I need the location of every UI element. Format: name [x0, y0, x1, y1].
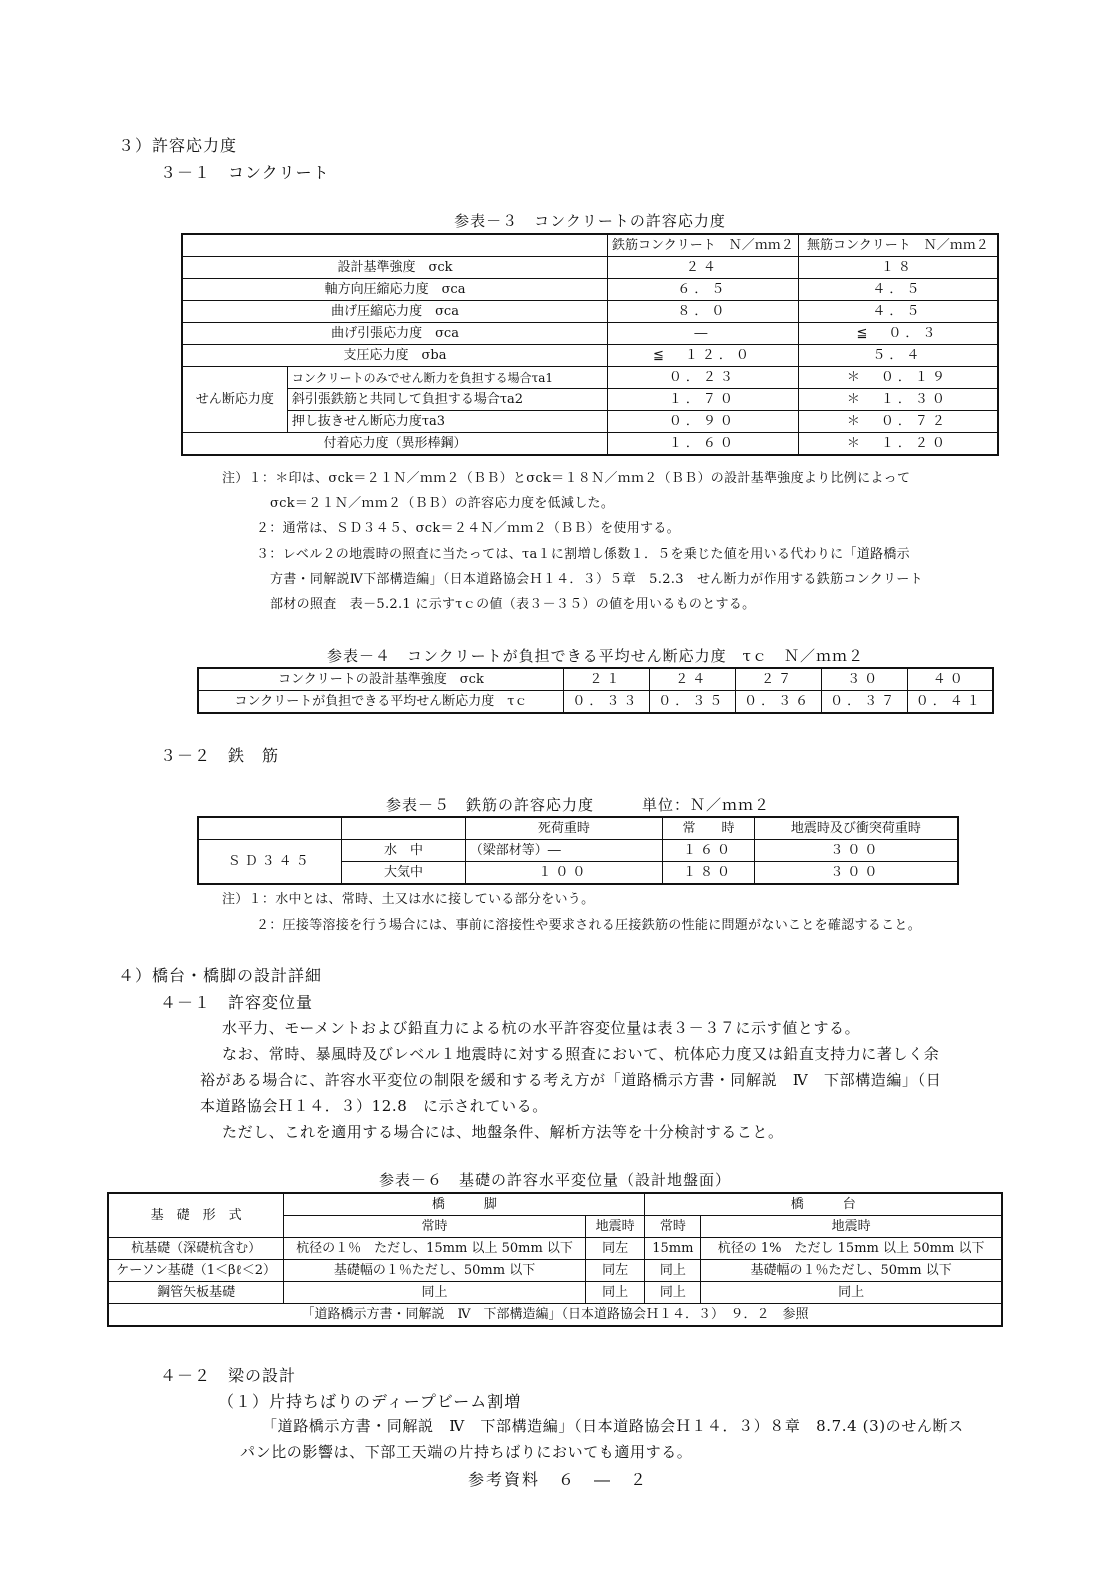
table-header: 常時: [645, 1216, 701, 1238]
cell-value: 杭径の１％ ただし、15mm 以上 50mm 以下: [284, 1238, 586, 1260]
cell-value: １８０: [663, 862, 755, 885]
section-title-4: ４）橋台・橋脚の設計詳細: [118, 966, 323, 985]
subsection-title-4-1: ４－１ 許容変位量: [160, 993, 314, 1012]
row-label: 支圧応力度 σba: [182, 345, 608, 367]
table-row: [182, 323, 998, 345]
note-line: 方書・同解説Ⅳ下部構造編」（日本道路協会Ｈ１４．３）５章 5.2.3 せん断力が作用する鉄筋コンクリート: [270, 572, 923, 587]
table-row: [182, 301, 998, 323]
table5-rebar-allowable-stress: [197, 816, 959, 885]
cell-value: 基礎幅の１％ただし、50mm 以下: [701, 1260, 1002, 1282]
table5-caption: 参表－５ 鉄筋の許容応力度 単位：Ｎ／ｍｍ２: [385, 796, 770, 814]
cell-value: ６．５: [608, 279, 799, 301]
cell-value: ２７: [735, 668, 821, 691]
cell-value: ４．５: [798, 279, 998, 301]
table3-caption: 参表－３ コンクリートの許容応力度: [454, 212, 726, 230]
cell-value: １．６０: [608, 433, 799, 456]
row-label: 曲げ圧縮応力度 σca: [182, 301, 608, 323]
cell-value: １８: [798, 257, 998, 279]
cell-value: ４．５: [798, 301, 998, 323]
paragraph-line: ただし、これを適用する場合には、地盤条件、解析方法等を十分検討すること。: [222, 1123, 784, 1141]
table-header: 鉄筋コンクリート Ｎ／ｍｍ２: [608, 234, 799, 257]
cell-value: １６０: [663, 840, 755, 862]
row-label: 鋼管矢板基礎: [108, 1282, 284, 1304]
cell-value: ８．０: [608, 301, 799, 323]
subsubsection-title: （１）片持ちばりのディープビーム割増: [218, 1392, 522, 1411]
table-row: [108, 1282, 1002, 1304]
note-line: 注）１：＊印は、σck＝２１Ｎ／ｍｍ２（ＢＢ）とσck＝１８Ｎ／ｍｍ２（ＢＢ）の設計基準強度より比例によって: [222, 471, 911, 486]
note-line: ３：レベル２の地震時の照査に当たっては、τa１に割増し係数１．５を乗じた値を用いる代わりに「道路橋示: [256, 547, 910, 562]
row-label: 杭基礎（深礎杭含む）: [108, 1238, 284, 1260]
material-label: ＳＤ３４５: [198, 840, 342, 885]
cell-value: ５．４: [798, 345, 998, 367]
cell-value: 同左: [585, 1260, 645, 1282]
table-row: [182, 389, 998, 411]
paragraph-line: パン比の影響は、下部工天端の片持ちばりにおいても適用する。: [240, 1443, 693, 1461]
cell-value: ＊ ０．１９: [798, 367, 998, 389]
table-row: [108, 1260, 1002, 1282]
cell-value: ３０: [821, 668, 907, 691]
cell-value: ２１: [563, 668, 649, 691]
row-label: コンクリートの設計基準強度 σck: [198, 668, 563, 691]
row-label: 軸方向圧縮応力度 σca: [182, 279, 608, 301]
cell-value: ２４: [608, 257, 799, 279]
cell-value: １００: [465, 862, 662, 885]
row-label: 水 中: [342, 840, 466, 862]
row-label: 設計基準強度 σck: [182, 257, 608, 279]
paragraph-line: なお、常時、暴風時及びレベル１地震時に対する照査において、杭体応力度又は鉛直支持力に著しく余: [222, 1045, 940, 1063]
cell-value: 同上: [645, 1260, 701, 1282]
table-row: [182, 433, 998, 456]
table-header: 基 礎 形 式: [108, 1193, 284, 1238]
cell-value: ≦ ０．３: [798, 323, 998, 345]
cell-value: 15mm: [645, 1238, 701, 1260]
subsection-title-3-1: ３－１ コンクリート: [160, 163, 330, 182]
table-header: 死荷重時: [465, 817, 662, 840]
row-label: コンクリートが負担できる平均せん断応力度 τｃ: [198, 691, 563, 714]
cell-value: 基礎幅の１％ただし、50mm 以下: [284, 1260, 586, 1282]
table-header: 常 時: [663, 817, 755, 840]
table-row: [182, 345, 998, 367]
table-header: 地震時: [585, 1216, 645, 1238]
table6-foundation-horizontal-displacement: [107, 1192, 1003, 1327]
row-label: 押し抜きせん断応力度τa3: [287, 411, 607, 433]
paragraph-line: 本道路協会Ｈ１４．３）12.8 に示されている。: [200, 1097, 548, 1115]
group-label: せん断応力度: [182, 367, 287, 433]
table3-concrete-allowable-stress: [181, 233, 999, 456]
cell-value: ＊ ０．７２: [798, 411, 998, 433]
paragraph-line: 水平力、モーメントおよび鉛直力による杭の水平許容変位量は表３－３７に示す値とする。: [222, 1019, 861, 1037]
row-label: ケーソン基礎（1＜βℓ＜2）: [108, 1260, 284, 1282]
table-row: [182, 279, 998, 301]
note-line: 注）１：水中とは、常時、土又は水に接している部分をいう。: [222, 892, 595, 907]
cell-value: 同上: [645, 1282, 701, 1304]
subsection-title-3-2: ３－２ 鉄 筋: [160, 746, 280, 765]
note-line: ２：圧接等溶接を行う場合には、事前に溶接性や要求される圧接鉄筋の性能に問題がないことを確認すること。: [256, 918, 922, 933]
row-label: 曲げ引張応力度 σca: [182, 323, 608, 345]
cell-value: （梁部材等）―: [465, 840, 662, 862]
table-row: [182, 257, 998, 279]
table4-caption: 参表－４ コンクリートが負担できる平均せん断応力度 τｃ Ｎ／ｍｍ２: [326, 647, 864, 665]
note-line: 部材の照査 表－5.2.1 に示すτｃの値（表３－３５）の値を用いるものとする。: [270, 597, 756, 612]
section-title-3: ３）許容応力度: [118, 136, 238, 155]
row-label: 付着応力度（異形棒鋼）: [182, 433, 608, 456]
cell-value: ０．９０: [608, 411, 799, 433]
paragraph-line: 「道路橋示方書・同解説 Ⅳ 下部構造編」（日本道路協会Ｈ１４．３）８章 8.7.4 (3)のせん断ス: [262, 1417, 964, 1435]
cell-value: ０．３７: [821, 691, 907, 714]
table-header: 地震時: [701, 1216, 1002, 1238]
table4-average-shear-stress: [197, 667, 994, 714]
cell-value: ２４: [649, 668, 735, 691]
cell-value: ≦ １２．０: [608, 345, 799, 367]
row-label: 斜引張鉄筋と共同して負担する場合τa2: [287, 389, 607, 411]
table-row: [182, 367, 998, 389]
table-header: 無筋コンクリート Ｎ／ｍｍ２: [798, 234, 998, 257]
table-row: [198, 817, 958, 840]
table-header: 地震時及び衝突荷重時: [754, 817, 958, 840]
cell-value: ０．３６: [735, 691, 821, 714]
note-line: ２：通常は、ＳＤ３４５、σck＝２４Ｎ／ｍｍ２（ＢＢ）を使用する。: [256, 521, 680, 536]
subsection-title-4-2: ４－２ 梁の設計: [160, 1366, 297, 1385]
page-footer: 参考資料 ６ ― ２: [467, 1470, 648, 1489]
table-row: [182, 411, 998, 433]
cell-value: 同上: [701, 1282, 1002, 1304]
cell-value: ０．３５: [649, 691, 735, 714]
row-label: コンクリートのみでせん断力を負担する場合τa1: [287, 367, 607, 389]
cell-value: ３００: [754, 840, 958, 862]
cell-value: ０．２３: [608, 367, 799, 389]
cell-value: ４０: [907, 668, 993, 691]
cell-value: ０．３３: [563, 691, 649, 714]
cell-value: ３００: [754, 862, 958, 885]
table-footer-reference: 「道路橋示方書・同解説 Ⅳ 下部構造編」（日本道路協会Ｈ１４．３） ９．２ 参照: [108, 1304, 1002, 1327]
table-row: [108, 1193, 1002, 1216]
table-row: [108, 1238, 1002, 1260]
table6-caption: 参表－６ 基礎の許容水平変位量（設計地盤面）: [378, 1171, 731, 1189]
row-label: 大気中: [342, 862, 466, 885]
table-row: [198, 840, 958, 862]
table-header: 橋 脚: [284, 1193, 645, 1216]
note-line: σck＝２１Ｎ／ｍｍ２（ＢＢ）の許容応力度を低減した。: [270, 496, 615, 511]
table-row: [108, 1304, 1002, 1327]
cell-value: ＊ １．３０: [798, 389, 998, 411]
cell-value: 同左: [585, 1238, 645, 1260]
cell-value: 杭径の 1% ただし 15mm 以上 50mm 以下: [701, 1238, 1002, 1260]
table-row: [198, 691, 993, 714]
cell-value: ０．４１: [907, 691, 993, 714]
cell-value: ―: [608, 323, 799, 345]
cell-value: 同上: [284, 1282, 586, 1304]
table-header: 橋 台: [645, 1193, 1002, 1216]
table-row: [198, 668, 993, 691]
cell-value: ＊ １．２０: [798, 433, 998, 456]
table-header: 常時: [284, 1216, 586, 1238]
cell-value: 同上: [585, 1282, 645, 1304]
table-row: [182, 234, 998, 257]
paragraph-line: 裕がある場合に、許容水平変位の制限を緩和する考え方が「道路橋示方書・同解説 Ⅳ 下部構造編」（日: [200, 1071, 942, 1089]
cell-value: １．７０: [608, 389, 799, 411]
